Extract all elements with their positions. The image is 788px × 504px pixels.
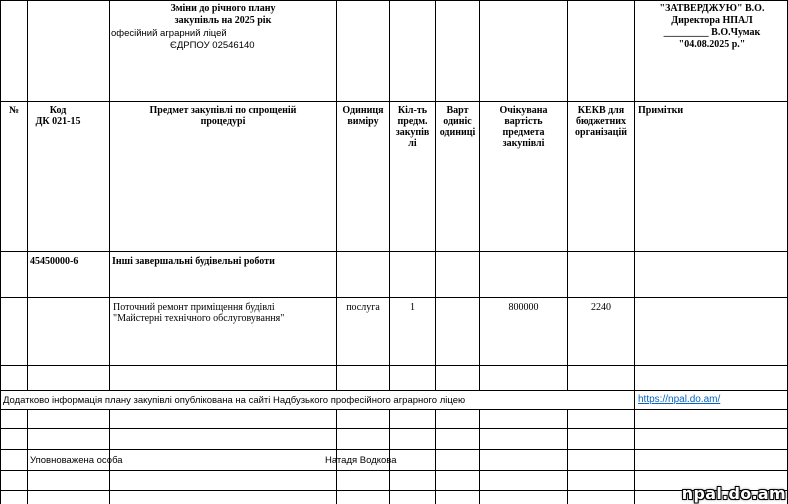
grid-line: [0, 409, 788, 410]
site-watermark: npal.do.am: [681, 484, 786, 503]
organization-name: офесійний аграрний ліцей: [111, 28, 227, 39]
grid-line: [0, 365, 788, 366]
grid-line: [435, 0, 436, 390]
grid-line: [634, 0, 635, 390]
item-subject: Поточний ремонт приміщення будівлі "Майстерні технічного обслуговування": [113, 302, 285, 324]
grid-line: [0, 297, 788, 298]
item-quantity: 1: [410, 302, 415, 313]
plan-title-line1: Зміни до річного плану: [170, 3, 276, 14]
approval-date: "04.08.2025 р.": [678, 39, 746, 50]
grid-line: [0, 449, 788, 450]
grid-line: [0, 0, 788, 1]
category-name: Інші завершальні будівельні роботи: [112, 256, 275, 267]
item-kekv: 2240: [591, 302, 611, 313]
column-header-unit-price: Варт одиніс одиниці: [439, 105, 476, 138]
additional-info-text: Додатково інформація плану закупівлі опублікована на сайті Надбузького професійного аграрного ліцею: [3, 395, 466, 406]
item-unit: послуга: [346, 302, 380, 313]
approval-position: Директора НПАЛ: [671, 15, 753, 26]
grid-line: [0, 428, 788, 429]
column-header-kekv: КЕКВ для бюджетних організацій: [575, 105, 627, 138]
grid-line: [567, 0, 568, 390]
grid-line: [109, 0, 110, 390]
approval-stamp-line1: "ЗАТВЕРДЖУЮ" В.О.: [659, 3, 765, 14]
signature-name: Натадя Водкова: [325, 455, 397, 466]
website-link[interactable]: https://npal.do.am/: [638, 394, 721, 405]
category-code: 45450000-6: [30, 256, 79, 267]
grid-line: [479, 409, 480, 504]
grid-line: [0, 101, 788, 102]
column-header-notes: Примітки: [638, 105, 684, 116]
column-header-subject: Предмет закупівлі по спрощеній процедурі: [149, 105, 297, 127]
item-expected-cost: 800000: [508, 302, 539, 313]
grid-line: [0, 390, 788, 391]
column-header-code: Код ДК 021-15: [35, 105, 81, 127]
grid-line: [0, 251, 788, 252]
column-header-expected-cost: Очікувана вартість предмета закупівлі: [499, 105, 548, 149]
grid-line: [389, 0, 390, 390]
grid-line: [0, 0, 1, 504]
grid-line: [336, 0, 337, 390]
grid-line: [634, 390, 635, 410]
grid-line: [27, 0, 28, 390]
plan-title-line2: закупівль на 2025 рік: [174, 15, 272, 26]
grid-line: [0, 470, 788, 471]
grid-line: [567, 409, 568, 504]
grid-line: [634, 409, 635, 504]
approval-signature: _________ В.О.Чумак: [663, 27, 761, 38]
signature-label: Уповноважена особа: [30, 455, 123, 466]
grid-line: [27, 409, 28, 504]
edrpou-code: ЄДРПОУ 02546140: [170, 40, 255, 51]
column-header-number: №: [8, 105, 20, 116]
column-header-quantity: Кіл-ть предм. закупів лі: [395, 105, 430, 149]
grid-line: [479, 0, 480, 390]
grid-line: [0, 490, 788, 491]
column-header-unit: Одиниця виміру: [342, 105, 384, 127]
